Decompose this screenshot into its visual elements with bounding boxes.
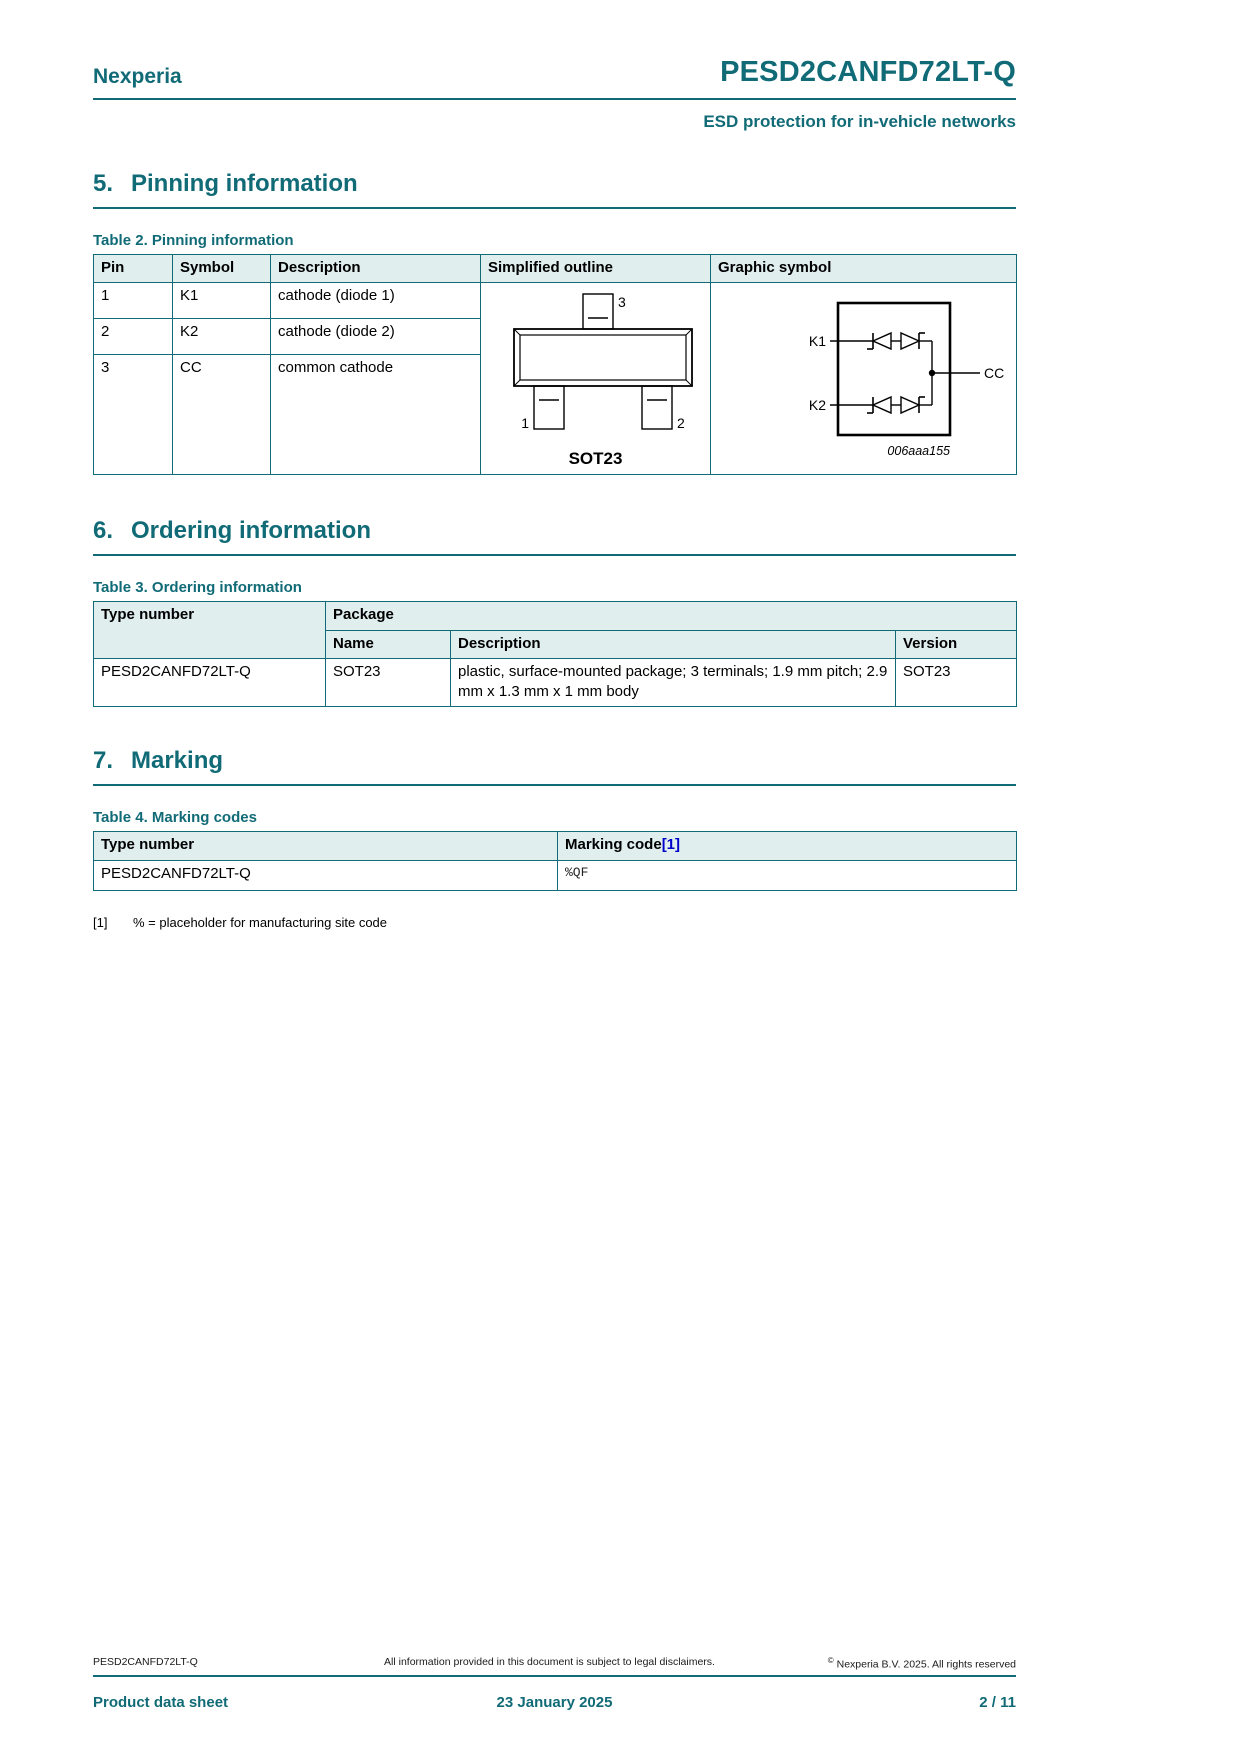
document-subtitle: ESD protection for in-vehicle networks: [703, 112, 1016, 131]
figure-id-label: 006aaa155: [887, 444, 950, 459]
col-header-pin: Pin: [94, 255, 173, 283]
col-header-outline: Simplified outline: [481, 255, 711, 283]
col-header-symbol: Symbol: [173, 255, 271, 283]
footer-date: 23 January 2025: [496, 1693, 613, 1711]
footer-doc-id: PESD2CANFD72LT-Q: [93, 1656, 198, 1668]
footnote-ref-link[interactable]: [1]: [661, 836, 681, 854]
page-content: [93, 0, 1016, 930]
symbol-k2-label: K2: [808, 397, 826, 414]
copyright-symbol: ©: [827, 1656, 834, 1665]
cell-type-number: PESD2CANFD72LT-Q: [94, 658, 326, 707]
cell-marking-code: %QF: [558, 860, 1017, 890]
section-divider: [93, 784, 1016, 786]
footer-doc-type: Product data sheet: [93, 1693, 229, 1711]
col-header-package: Package: [326, 602, 1017, 630]
marking-code-header-text: Marking code: [565, 836, 662, 854]
cell-type-number: PESD2CANFD72LT-Q: [94, 860, 558, 890]
symbol-k1-label: K1: [808, 333, 826, 350]
footer-page-number: 2 / 11: [979, 1693, 1016, 1711]
graphic-symbol-cell: [711, 283, 1017, 475]
footnote-text: % = placeholder for manufacturing site code: [133, 914, 388, 930]
section-title: Marking: [131, 747, 224, 775]
table-row: [94, 283, 1017, 319]
diode-graphic-symbol: [718, 291, 1018, 463]
footnote-1: [93, 915, 1016, 930]
section-marking-heading: [93, 747, 1016, 775]
copyright-text: Nexperia B.V. 2025. All rights reserved: [833, 1658, 1016, 1671]
col-header-type-number: Type number: [94, 832, 558, 860]
col-header-description: Description: [271, 255, 481, 283]
col-header-marking-code: [558, 832, 1017, 860]
table-row: [94, 860, 1017, 890]
section-pinning-heading: [93, 170, 1016, 198]
section-ordering-heading: [93, 517, 1016, 545]
cell-package-description: plastic, surface-mounted package; 3 terminals; 1.9 mm pitch; 2.9 mm x 1.3 mm x 1 mm body: [451, 658, 896, 707]
simplified-outline-cell: [481, 283, 711, 475]
section-divider: [93, 207, 1016, 209]
cell-pin: 2: [94, 318, 173, 354]
marking-table: [93, 831, 1017, 890]
footnote-marker: [1]: [93, 914, 108, 930]
cell-description: common cathode: [271, 354, 481, 475]
package-name-label: SOT23: [568, 448, 623, 468]
table-row: [94, 658, 1017, 707]
page-footer: [93, 1656, 1016, 1711]
sot23-outline-drawing: [488, 291, 718, 439]
cell-symbol: K1: [173, 283, 271, 319]
section-number: 5.: [93, 170, 114, 197]
brand-logo: Nexperia: [93, 65, 182, 88]
section-title: Pinning information: [131, 170, 358, 197]
cell-version: SOT23: [896, 658, 1017, 707]
header-divider: [93, 98, 1016, 100]
symbol-cc-label: CC: [984, 365, 1005, 382]
section-ordering: [93, 517, 1016, 707]
cell-symbol: K2: [173, 318, 271, 354]
cell-description: cathode (diode 1): [271, 283, 481, 319]
table3-caption: Table 3. Ordering information: [93, 579, 302, 597]
footer-disclaimer: All information provided in this document is subject to legal disclaimers.: [384, 1656, 715, 1668]
section-marking: [93, 747, 1016, 890]
outline-pin3-label: 3: [618, 294, 626, 311]
col-header-type-number: Type number: [94, 602, 326, 659]
footer-copyright: [786, 1656, 1016, 1671]
outline-pin1-label: 1: [521, 415, 529, 432]
ordering-table: [93, 601, 1017, 707]
footer-legal-row: [93, 1656, 1016, 1671]
section-number: 6.: [93, 517, 114, 545]
col-header-description: Description: [451, 630, 896, 658]
pinning-table: [93, 254, 1017, 475]
section-title: Ordering information: [131, 517, 371, 545]
col-header-version: Version: [896, 630, 1017, 658]
outline-pin2-label: 2: [677, 415, 685, 432]
footer-meta-row: [93, 1694, 1016, 1711]
page-title: PESD2CANFD72LT-Q: [720, 56, 1016, 88]
footer-divider: [93, 1675, 1016, 1677]
section-number: 7.: [93, 747, 114, 775]
section-pinning: [93, 170, 1016, 475]
cell-pin: 3: [94, 354, 173, 475]
col-header-graphic: Graphic symbol: [711, 255, 1017, 283]
cell-pin: 1: [94, 283, 173, 319]
cell-symbol: CC: [173, 354, 271, 475]
cell-package-name: SOT23: [326, 658, 451, 707]
table2-caption: Table 2. Pinning information: [93, 232, 294, 249]
header: [93, 0, 1016, 89]
table4-caption: Table 4. Marking codes: [93, 809, 257, 827]
cell-description: cathode (diode 2): [271, 318, 481, 354]
section-divider: [93, 554, 1016, 556]
col-header-name: Name: [326, 630, 451, 658]
